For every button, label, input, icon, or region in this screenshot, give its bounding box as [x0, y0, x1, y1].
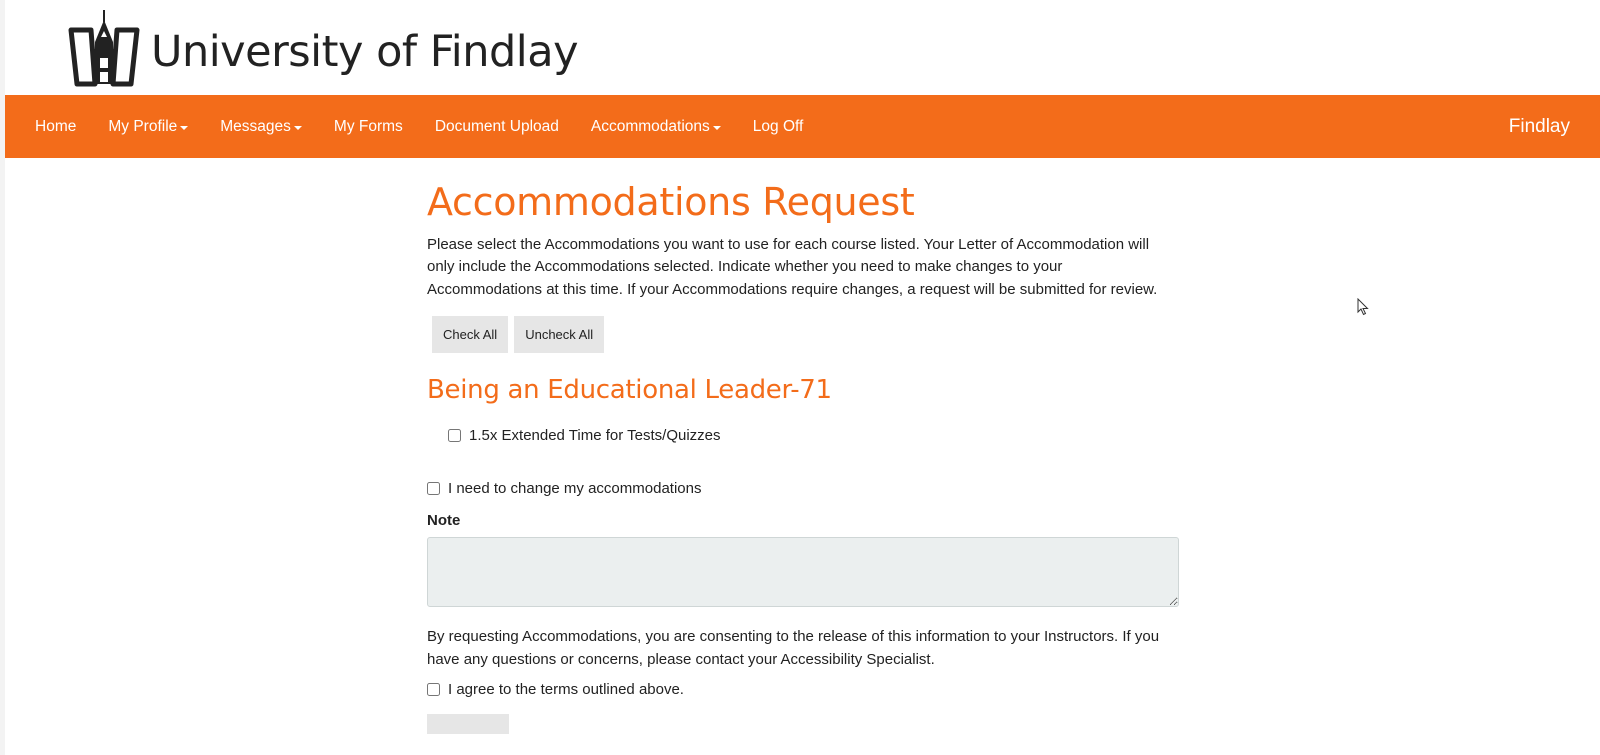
header: [5, 0, 1600, 95]
bulk-actions: [427, 316, 1179, 353]
logo-text: University of Findlay: [151, 26, 579, 77]
main-content: [427, 170, 1179, 734]
accommodation-label: 1.5x Extended Time for Tests/Quizzes: [469, 427, 721, 445]
agree-terms-option[interactable]: [427, 681, 1179, 698]
nav-brand[interactable]: Findlay: [1508, 115, 1570, 137]
accommodation-checkbox[interactable]: [448, 429, 461, 442]
nav-item-label: Home: [35, 117, 77, 135]
nav-item-log-off[interactable]: [737, 95, 820, 158]
nav-item-label: Messages: [220, 117, 291, 135]
consent-text: By requesting Accommodations, you are consenting to the release of this information to your Instructors. If you have any questions or concerns, please contact your Accessibility Specialist.: [427, 628, 1160, 668]
nav-item-accommodations[interactable]: [575, 95, 737, 158]
mouse-cursor-icon: [1357, 298, 1369, 321]
tower-icon: [67, 10, 141, 88]
change-accommodations-checkbox[interactable]: [427, 482, 440, 495]
check-all-button[interactable]: Check All: [432, 316, 508, 353]
intro-text: Please select the Accommodations you want to use for each course listed. Your Letter of Accommodation will only include the Accommodations selected. Indicate whether you need to make changes to your Accommodations at this time. If your Accommodations require changes, a request will be submitted for review.: [427, 235, 1158, 298]
nav-item-my-forms[interactable]: [318, 95, 419, 158]
caret-down-icon: [294, 126, 302, 130]
nav-item-home[interactable]: [5, 95, 92, 158]
caret-down-icon: [180, 126, 188, 130]
change-accommodations-option[interactable]: [427, 480, 1179, 497]
note-textarea[interactable]: [427, 537, 1179, 607]
nav-item-label: My Profile: [108, 117, 178, 135]
page-title: Accommodations Request: [427, 180, 915, 224]
main-navbar: [5, 95, 1600, 158]
course-title: Being an Educational Leader-71: [427, 375, 832, 406]
nav-item-document-upload[interactable]: [419, 95, 575, 158]
nav-item-messages[interactable]: [204, 95, 318, 158]
note-label: Note: [427, 512, 461, 530]
university-logo[interactable]: [67, 10, 578, 88]
agree-terms-checkbox[interactable]: [427, 683, 440, 696]
change-accommodations-label: I need to change my accommodations: [448, 480, 702, 498]
nav-item-my-profile[interactable]: [92, 95, 204, 158]
caret-down-icon: [713, 126, 721, 130]
submit-button[interactable]: [427, 714, 509, 734]
uncheck-all-button[interactable]: Uncheck All: [514, 316, 604, 353]
nav-item-label: Log Off: [752, 117, 804, 135]
nav-item-label: Accommodations: [590, 117, 710, 135]
agree-terms-label: I agree to the terms outlined above.: [448, 681, 684, 699]
nav-item-label: Document Upload: [434, 117, 559, 135]
nav-items: [5, 95, 819, 158]
accommodation-option[interactable]: [427, 427, 1179, 444]
nav-item-label: My Forms: [333, 117, 403, 135]
